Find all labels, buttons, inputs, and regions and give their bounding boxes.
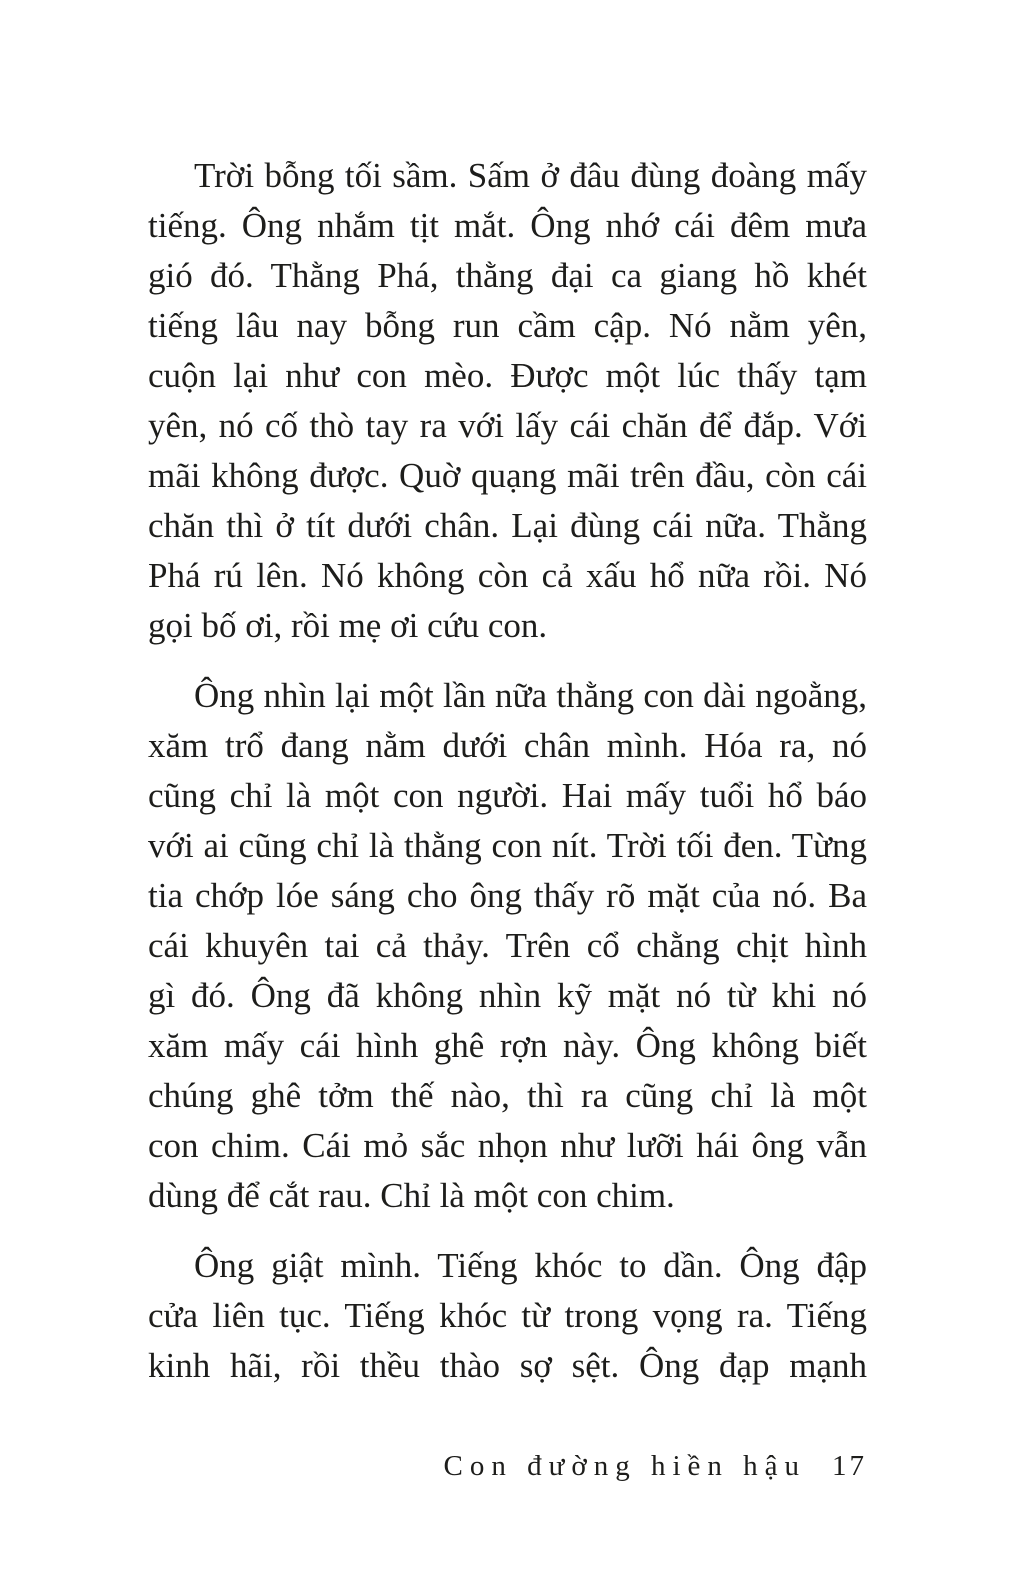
text-line: mãi không được. Quờ quạng mãi trên đầu, còn cái <box>148 456 867 495</box>
text-line: gì đó. Ông đã không nhìn kỹ mặt nó từ khi nó <box>148 976 867 1015</box>
text-line: tiếng lâu nay bỗng run cầm cập. Nó nằm yên, <box>148 306 867 345</box>
text-line: gọi bố ơi, rồi mẹ ơi cứu con. <box>148 606 548 645</box>
text-line: cũng chỉ là một con người. Hai mấy tuổi hổ báo <box>148 776 867 815</box>
text-line: con chim. Cái mỏ sắc nhọn như lưỡi hái ông vẫn <box>148 1126 867 1165</box>
text-line: gió đó. Thằng Phá, thằng đại ca giang hồ khét <box>148 256 867 295</box>
text-line: Ông giật mình. Tiếng khóc to dần. Ông đập <box>194 1246 867 1285</box>
text-line: xăm trổ đang nằm dưới chân mình. Hóa ra, nó <box>148 726 867 765</box>
paragraph <box>148 671 867 1221</box>
text-line: tiếng. Ông nhắm tịt mắt. Ông nhớ cái đêm mưa <box>148 206 867 245</box>
text-line: yên, nó cố thò tay ra với lấy cái chăn để đắp. Với <box>148 406 867 445</box>
text-line: Phá rú lên. Nó không còn cả xấu hổ nữa rồi. Nó <box>148 556 867 595</box>
text-line: chăn thì ở tít dưới chân. Lại đùng cái nữa. Thằng <box>148 506 867 545</box>
text-line: cửa liên tục. Tiếng khóc từ trong vọng ra. Tiếng <box>148 1296 867 1335</box>
text-line: kinh hãi, rồi thều thào sợ sệt. Ông đạp mạnh <box>148 1346 867 1385</box>
text-line: Ông nhìn lại một lần nữa thằng con dài ngoằng, <box>194 676 867 715</box>
page-footer <box>444 1449 867 1483</box>
text-line: cuộn lại như con mèo. Được một lúc thấy tạm <box>148 356 867 395</box>
body-text <box>148 151 867 1391</box>
text-line: cái khuyên tai cả thảy. Trên cổ chằng chịt hình <box>148 926 867 965</box>
text-line: Trời bỗng tối sầm. Sấm ở đâu đùng đoàng mấy <box>194 156 867 195</box>
text-line: xăm mấy cái hình ghê rợn này. Ông không biết <box>148 1026 867 1065</box>
paragraph <box>148 151 867 651</box>
text-line: với ai cũng chỉ là thằng con nít. Trời tối đen. Từng <box>148 826 867 865</box>
running-title: Con đường hiền hậu <box>443 1450 806 1482</box>
page-number: 17 <box>832 1450 867 1482</box>
paragraph <box>148 1241 867 1391</box>
text-line: chúng ghê tởm thế nào, thì ra cũng chỉ là một <box>148 1076 867 1115</box>
text-line: dùng để cắt rau. Chỉ là một con chim. <box>148 1176 675 1215</box>
text-line: tia chớp lóe sáng cho ông thấy rõ mặt của nó. Ba <box>148 876 867 915</box>
